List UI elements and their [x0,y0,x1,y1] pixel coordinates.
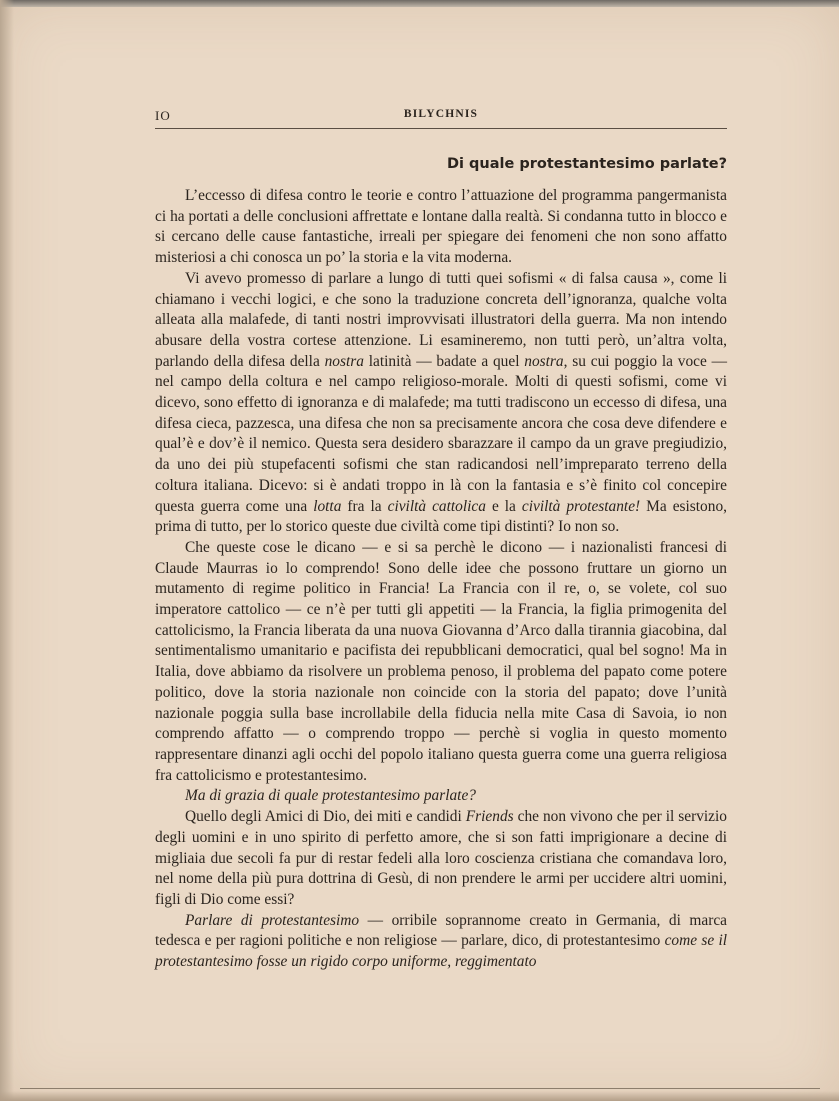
running-header [155,108,727,128]
text-run: — orribile soprannome creato in Germania, di marca tedesca e per ragioni politiche e non religiose — parlare, dico, di protestantesimo [155,911,728,950]
page-left-edge [0,0,14,1101]
body-text [155,186,727,973]
italic-run: civiltà protestante! [521,497,641,515]
text-run: L’eccesso di difesa contro le teorie e contro l’attuazione del programma pangermanista ci ha portati a delle conclusioni affrettate e lontane dalla realtà. Si condanna tutto in blocco e si cercano delle cause fantastiche, irreali per spiegare dei fenomeni che non sono affatto misteriosi a chi conosca un po’ la storia e la vita moderna. [155,187,727,267]
text-run: Ma esistono, prima di tutto, per lo storico queste due civiltà come tipi distinti? Io non so. [155,497,727,536]
paragraph [155,186,727,269]
paragraph [155,269,727,538]
page-number: IO [155,108,171,123]
page-bottom-edge [0,1091,839,1101]
page-bottom-line [20,1088,820,1089]
section-title: Di quale protestantesimo parlate? [446,156,727,172]
italic-run: nostra [524,352,564,370]
text-run: fra la [341,497,388,515]
text-run: , su cui poggio la voce — nel campo della coltura e nel campo religioso-morale. Molti di questi sofismi, come vi dicevo, sono effetto di ignoranza e di malafede; ma tutti tradiscono un eccesso di difesa, una difesa cieca, pazzesca, una difesa che non sa precisamente ancora che cosa deve difendere e qual’è e dov’è il nemico. Questa sera desidero sbarazzare il campo da un grave pregiudizio, da uno dei più stupefacenti sofismi che stan radicandosi nell’impreparato terreno della coltura italiana. Dicevo: si è andati troppo in là con la fantasia e s’è finito col concepire questa guerra come una [155,352,727,515]
italic-run: Parlare di protestantesimo [185,911,360,929]
italic-run: come se il protestantesimo fosse un rigido corpo uniforme, reggimentato [155,932,727,971]
paragraph [155,807,727,911]
italic-run: Friends [465,808,514,826]
italic-run: lotta [313,497,342,515]
italic-run: civiltà cattolica [387,497,486,515]
text-run: Che queste cose le dicano — e si sa perchè le dicono — i nazionalisti francesi di Claude Maurras io lo comprendo! Sono delle idee che possono fruttare un giorno un mutamento di regime politico in Francia! La Francia con il re, o, se volete, col suo imperatore cattolico — ce n’è per tutti gli appetiti — la Francia, la figlia primogenita del cattolicismo, la Francia liberata da una nuova Giovanna d’Arco dalla tirannia giacobina, dal sentimentalismo umanitario e pacifista dei repubblicani democratici, qual bel sogno! Ma in Italia, dove abbiamo da risolvere un problema penoso, il problema del papato come potere politico, dove la storia nazionale non coincide con la storia del papato; dove l’unità nazionale poggia sulla base incrollabile della fiducia nella mite Casa di Savoia, io non comprendo affatto — o comprendo troppo — perchè si voglia in questo momento rappresentare dinanzi agli occhi del popolo italiano questa guerra come una guerra religiosa fra cattolicismo e protestantesimo. [155,538,727,784]
italic-run: Ma di grazia di quale protestantesimo parlate? [185,787,476,805]
header-rule [155,128,727,129]
running-title: BILYCHNIS [403,108,479,120]
italic-run: nostra [324,352,364,370]
page-top-edge [0,0,839,7]
text-run: Quello degli Amici di Dio, dei miti e candidi [185,808,466,826]
paragraph [155,538,727,786]
text-run: e la [485,497,522,515]
paragraph [155,911,727,973]
paragraph [155,786,727,807]
text-run: Vi avevo promesso di parlare a lungo di tutti quei sofismi « di falsa causa », come li chiamano i vecchi logici, e che sono la traduzione concreta dell’ignoranza, qualche volta alleata alla malafede, di tanti nostri improvvisati illustratori della guerra. Ma non intendo abusare della vostra cortese attenzione. Li esamineremo, non tutti però, un’altra volta, parlando della difesa della [155,269,727,370]
text-run: latinità — badate a quel [363,352,525,370]
text-run: che non vivono che per il servizio degli uomini e in uno spirito di perfetto amore, che si son fatti imprigionare a decine di migliaia due secoli fa pur di restar fedeli alla loro coscienza cristiana che comandava loro, nel nome della più pura dottrina di Gesù, di non prendere le armi per uccidere altri uomini, figli di Dio come essi? [155,808,727,908]
